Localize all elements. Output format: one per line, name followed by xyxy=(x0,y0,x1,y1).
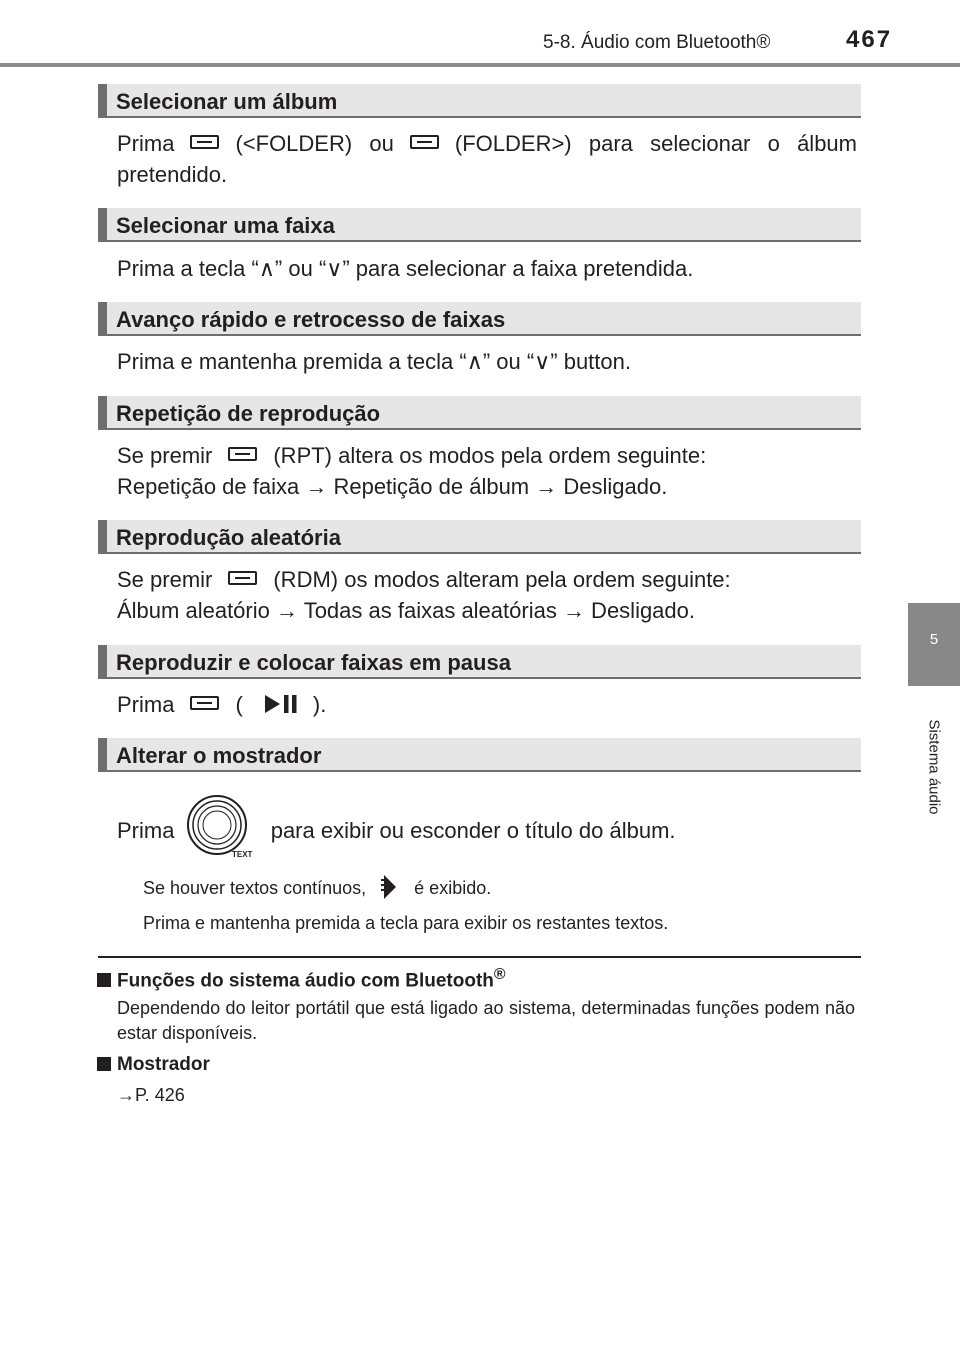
display-ref-heading: Mostrador xyxy=(97,1054,210,1076)
heading-random: Reprodução aleatória xyxy=(98,520,861,554)
section-title: 5-8. Áudio com Bluetooth® xyxy=(543,32,771,53)
rpt-button-icon xyxy=(228,447,257,461)
ffwd-instruction: Prima e mantenha premida a tecla “∧” ou “∨” button. xyxy=(117,349,631,374)
square-bullet-icon xyxy=(97,973,111,987)
header-rule xyxy=(0,63,960,67)
folder-next-button-icon xyxy=(410,135,439,149)
random-modes: Álbum aleatório → Todas as faixas aleatórias → Desligado. xyxy=(117,598,696,623)
heading-fast-forward: Avanço rápido e retrocesso de faixas xyxy=(98,302,861,336)
footnote-divider xyxy=(98,956,861,958)
scroll-arrow-icon xyxy=(381,875,399,899)
album-instruction-cont: pretendido. xyxy=(117,162,228,187)
svg-text:TEXT: TEXT xyxy=(232,850,253,859)
display-note-2: Prima e mantenha premida a tecla para exibir os restantes textos. xyxy=(143,913,669,933)
display-instruction: Prima para exibir ou esconder o título do álbum. xyxy=(117,818,676,843)
folder-prev-button-icon xyxy=(190,135,219,149)
play-instruction: Prima ( ). xyxy=(117,692,327,717)
chapter-tab: 5 xyxy=(908,603,960,686)
page-number: 467 xyxy=(846,26,893,53)
rdm-button-icon xyxy=(228,571,257,585)
display-page-reference: →P. 426 xyxy=(117,1085,185,1105)
play-pause-icon xyxy=(261,693,301,715)
text-knob-icon xyxy=(186,793,254,861)
random-instruction: Se premir (RDM) os modos alteram pela ordem seguinte: xyxy=(117,567,731,592)
repeat-instruction: Se premir (RPT) altera os modos pela ordem seguinte: xyxy=(117,443,707,468)
square-bullet-icon xyxy=(97,1057,111,1071)
bt-functions-heading: Funções do sistema áudio com Bluetooth® xyxy=(97,966,506,992)
heading-select-album: Selecionar um álbum xyxy=(98,84,861,118)
bt-functions-text: Dependendo do leitor portátil que está ligado ao sistema, determinadas funções podem não estar disponíveis. xyxy=(117,998,855,1043)
heading-play-pause: Reproduzir e colocar faixas em pausa xyxy=(98,645,861,679)
track-instruction: Prima a tecla “∧” ou “∨” para selecionar a faixa pretendida. xyxy=(117,256,694,281)
display-note-1: Se houver textos contínuos, é exibido. xyxy=(143,877,843,901)
heading-select-track: Selecionar uma faixa xyxy=(98,208,861,242)
heading-repeat: Repetição de reprodução xyxy=(98,396,861,430)
play-button-icon xyxy=(190,696,219,710)
repeat-modes: Repetição de faixa → Repetição de álbum → Desligado. xyxy=(117,474,668,499)
heading-display: Alterar o mostrador xyxy=(98,738,861,772)
album-instruction: Prima (<FOLDER) ou (FOLDER>) para selecionar o álbum xyxy=(117,131,857,156)
